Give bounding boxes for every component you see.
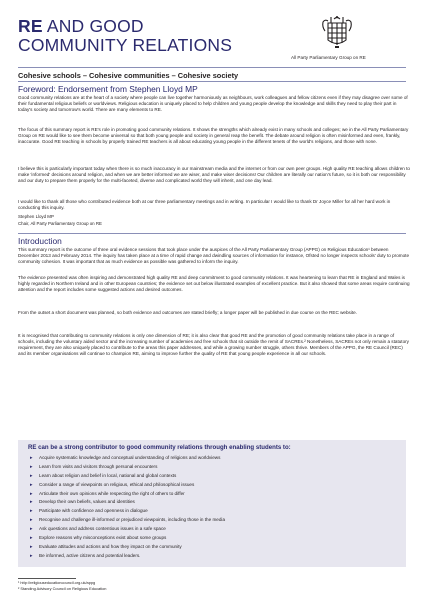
list-item: ▸ Learn about religion and belief in local, national and global contexts	[30, 472, 177, 479]
subtitle-divider	[18, 81, 406, 82]
contributor-box	[18, 440, 406, 567]
list-item: ▸ Be informed, active citizens and potential leaders.	[30, 552, 141, 559]
list-item: ▸ Acquire systematic knowledge and conceptual understanding of religions and worldviews	[30, 455, 221, 461]
portcullis-icon	[320, 14, 354, 50]
triangle-bullet-icon: ▸	[30, 543, 33, 550]
introduction-paragraph: The evidence presented was often inspiring and demonstrated high quality RE and deep commitment to good community relations. It was heartening to learn that RE in England and Wales is highly regarded in Northern Ireland and in other European countries; the evidence set out below illustrated examples of excellent practice. But it also showed that some areas require continuing attention and the report includes some suggested actions and desired outcomes.	[18, 275, 410, 293]
list-item: ▸ Articulate their own opinions while respecting the right of others to differ	[30, 490, 185, 497]
triangle-bullet-icon: ▸	[30, 472, 33, 479]
triangle-bullet-icon: ▸	[30, 463, 33, 470]
subtitle: Cohesive schools – Cohesive communities – Cohesive society	[18, 71, 239, 80]
triangle-bullet-icon: ▸	[30, 490, 33, 497]
signature-name: Stephen Lloyd MP	[18, 214, 54, 219]
introduction-paragraph: This summary report is the outcome of three oral evidence sessions that took place under the auspices of the All Party Parliamentary Group (APPG) on Religious Education¹ between December 2013 and February 2014. The inquiry has taken place at a time of rapid change and dwindling sources of information for instance, Ofsted no longer inspects schools' duty to promote community cohesion. It was important that as much evidence as possible was gathered to inform the inquiry.	[18, 247, 410, 265]
list-item: ▸ Evaluate attitudes and actions and how they impact on the community	[30, 543, 182, 550]
introduction-heading: Introduction	[18, 236, 62, 246]
page-title	[18, 17, 288, 55]
triangle-bullet-icon: ▸	[30, 552, 33, 559]
title-line-2: COMMUNITY RELATIONS	[18, 35, 233, 55]
list-item: ▸ Develop their own beliefs, values and identities	[30, 499, 135, 506]
triangle-bullet-icon: ▸	[30, 481, 33, 488]
list-item: ▸ Consider a range of viewpoints on religious, ethical and philosophical issues	[30, 481, 195, 488]
introduction-paragraph: From the outset a short document was planned, so both evidence and outcomes are stated briefly; a longer paper will be published in due course on the REC website.	[18, 310, 357, 315]
footnote-2: ² Standing Advisory Council on Religious Education	[18, 586, 107, 591]
foreword-heading: Foreword: Endorsement from Stephen Lloyd MP	[18, 84, 198, 94]
title-re: RE	[18, 16, 43, 36]
list-item: ▸ Explore reasons why misconceptions exist about some groups	[30, 535, 167, 542]
triangle-bullet-icon: ▸	[30, 517, 33, 524]
appg-label: All Party Parliamentary Group on RE	[291, 55, 366, 60]
footnote-1: ¹ http://religiouseducationcouncil.org.uk/appg	[18, 580, 96, 585]
foreword-paragraph: I believe this is particularly important today when there is so much inaccuracy in our mainstream media and the internet or from our own peer groups. High quality RE teaching allows children to make 'informed' decisions around religion, and when we are better informed we are wiser, and make wiser decisions! Our children are literally our nation's future, so it is both our responsibility and our duty to prepare them properly for the multi-faceted, diverse and complicated world they will inherit, and one day lead.	[18, 166, 410, 184]
title-divider	[18, 67, 406, 68]
foreword-paragraph: I would like to thank all those who contributed evidence both at our three parliamentary meetings and in writing. In particular I would like to thank Dr Joyce Miller for all her hard work in conducting this inquiry.	[18, 199, 391, 211]
triangle-bullet-icon: ▸	[30, 508, 33, 515]
triangle-bullet-icon: ▸	[30, 535, 33, 542]
triangle-bullet-icon: ▸	[30, 455, 33, 461]
contributor-list	[30, 454, 225, 561]
list-item: ▸ Learn from visits and visitors through personal encounters	[30, 463, 158, 470]
title-line-1: AND GOOD	[46, 16, 144, 36]
foreword-paragraph: The focus of this summary report is RE's role in promoting good community relations. It shows the strengths which already exist in many schools and colleges; we in the All Party Parliamentary Group on RE would like to see them become universal so that both young people and society in general reap the benefit. The debate around religion is often misinformed and even, frankly, inaccurate. Good RE teaching in schools by properly trained RE teachers is all about educating young people in the different tenets of the world's religions, and those with none.	[18, 127, 409, 145]
list-item: ▸ Recognise and challenge ill-informed or prejudiced viewpoints, including those in the media	[30, 517, 226, 524]
foreword-paragraph: Good community relations are at the heart of a society where people can live together harmoniously as neighbours, work colleagues and fellow citizens even if they may disagree over some of their fundamental religious beliefs or worldviews. Religious education is uniquely placed to help children and young people develop the knowledge and skills they need to play their part in today's society and tomorrow's world. There are many elements to RE.	[18, 95, 408, 113]
section-divider	[18, 233, 406, 234]
triangle-bullet-icon: ▸	[30, 526, 33, 533]
triangle-bullet-icon: ▸	[30, 499, 33, 506]
signature-role: Chair, All Party Parliamentary Group on RE	[18, 221, 102, 226]
introduction-paragraph: It is recognised that contributing to community relations is only one dimension of RE; it is also clear that good RE and the promotion of good community relations take place in a range of schools, including the voluntary aided sector and the increasing number of academies and free schools that sit outside the remit of SACREs.² Nonetheless, SACREs not only remain a statutory requirement, they are also uniquely placed to contribute to the areas this paper addresses, and while a growing number struggle, others thrive. Members of the APPG, the RE Council (REC) and its member organisations will continue to champion RE, aiming to improve further the quality of RE that young people experience in all our schools.	[18, 333, 409, 357]
list-item: ▸ Participate with confidence and openness in dialogue	[30, 508, 148, 515]
contributor-box-title: RE can be a strong contributor to good community relations through enabling students to:	[28, 444, 291, 451]
list-item: ▸ Ask questions and address contentious issues in a safe space	[30, 526, 166, 533]
footnote-divider	[18, 578, 76, 579]
